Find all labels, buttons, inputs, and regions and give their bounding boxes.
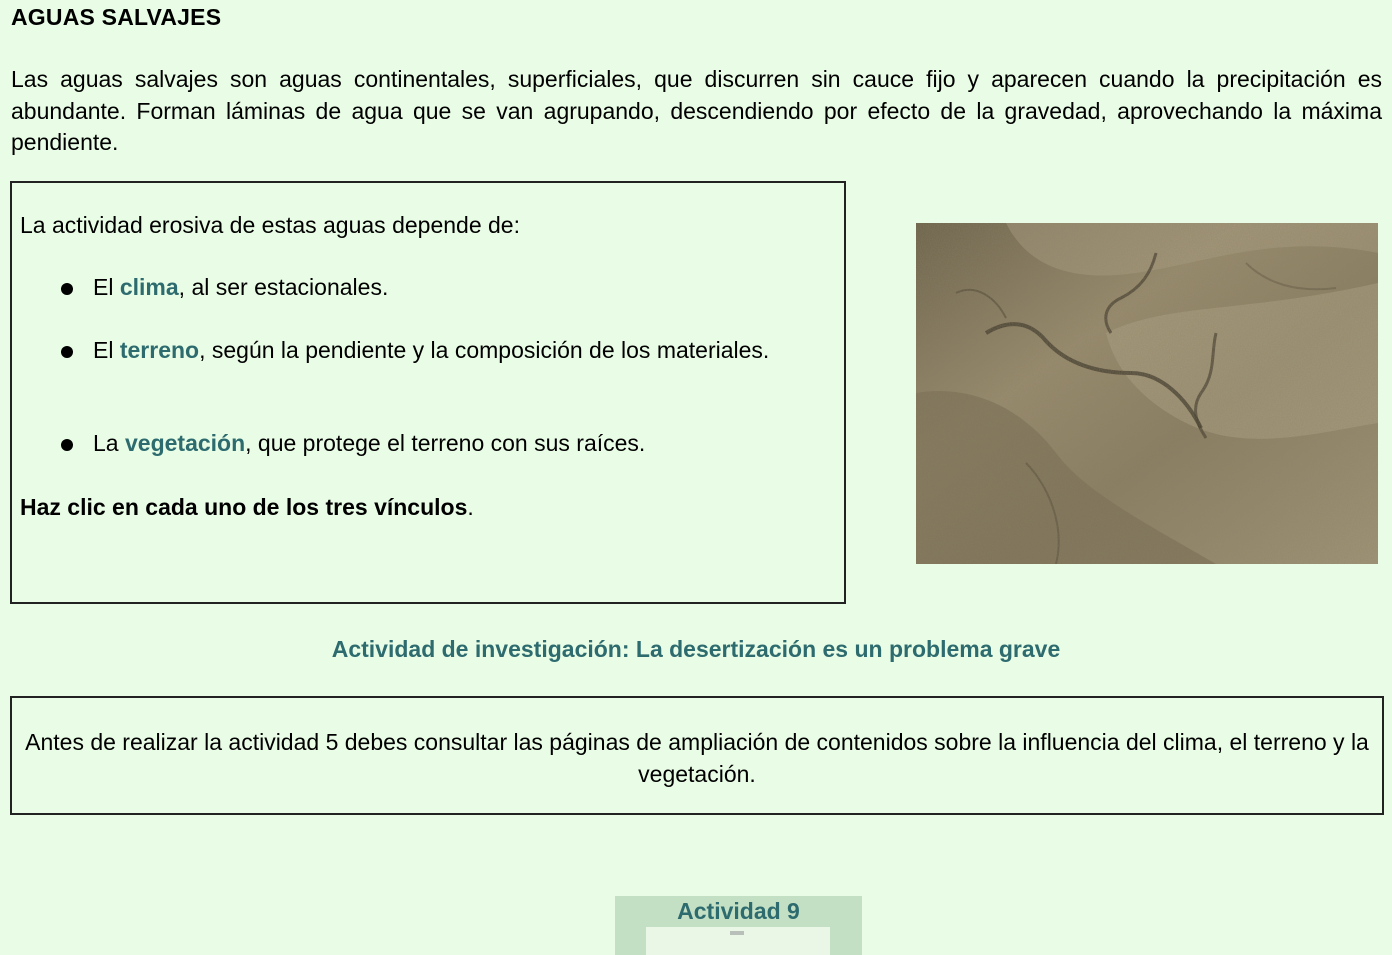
bullet-icon <box>61 439 73 451</box>
bullet-icon <box>61 346 73 358</box>
activity-tab-label: Actividad 9 <box>677 898 800 924</box>
activity-tab-content <box>646 927 830 955</box>
page-title: AGUAS SALVAJES <box>11 4 222 30</box>
list-item-terreno <box>93 334 839 367</box>
notice-text: Antes de realizar la actividad 5 debes consultar las páginas de ampliación de contenidos sobre la influencia del clima, el terreno y la vegetación. <box>25 729 1369 787</box>
factor-prefix: La <box>93 430 125 456</box>
factor-prefix: El <box>93 274 120 300</box>
terreno-link[interactable]: terreno <box>119 337 200 363</box>
instruction-text <box>20 494 474 521</box>
list-item-vegetacion <box>93 427 839 460</box>
instruction-end: . <box>467 494 474 520</box>
factors-heading: La actividad erosiva de estas aguas depende de: <box>20 212 520 238</box>
factor-text: , al ser estacionales. <box>178 274 389 300</box>
factor-prefix: El <box>93 337 120 363</box>
factor-text: , que protege el terreno con sus raíces. <box>245 430 646 456</box>
thumbnail-icon <box>730 931 744 935</box>
bullet-icon <box>61 283 73 295</box>
eroded-soil-photo <box>916 223 1378 564</box>
intro-paragraph: Las aguas salvajes son aguas continentales, superficiales, que discurren sin cauce fijo y aparecen cuando la precipitación es abundante. Forman láminas de agua que se van agrupando, descendiendo por efecto de la gravedad, aprovechando la máxima pendiente. <box>11 66 1382 155</box>
clima-link[interactable]: clima <box>119 274 179 300</box>
factor-text: , según la pendiente y la composición de los materiales. <box>199 337 770 363</box>
notice-box <box>10 696 1384 815</box>
instruction-bold: Haz clic en cada uno de los tres vínculos <box>20 494 468 520</box>
research-activity-link[interactable]: Actividad de investigación: La desertización es un problema grave <box>331 636 1061 662</box>
erosion-factors-box <box>10 181 846 604</box>
activity-9-button[interactable] <box>615 896 862 955</box>
list-item-clima <box>93 271 839 304</box>
vegetacion-link[interactable]: vegetación <box>124 430 246 456</box>
